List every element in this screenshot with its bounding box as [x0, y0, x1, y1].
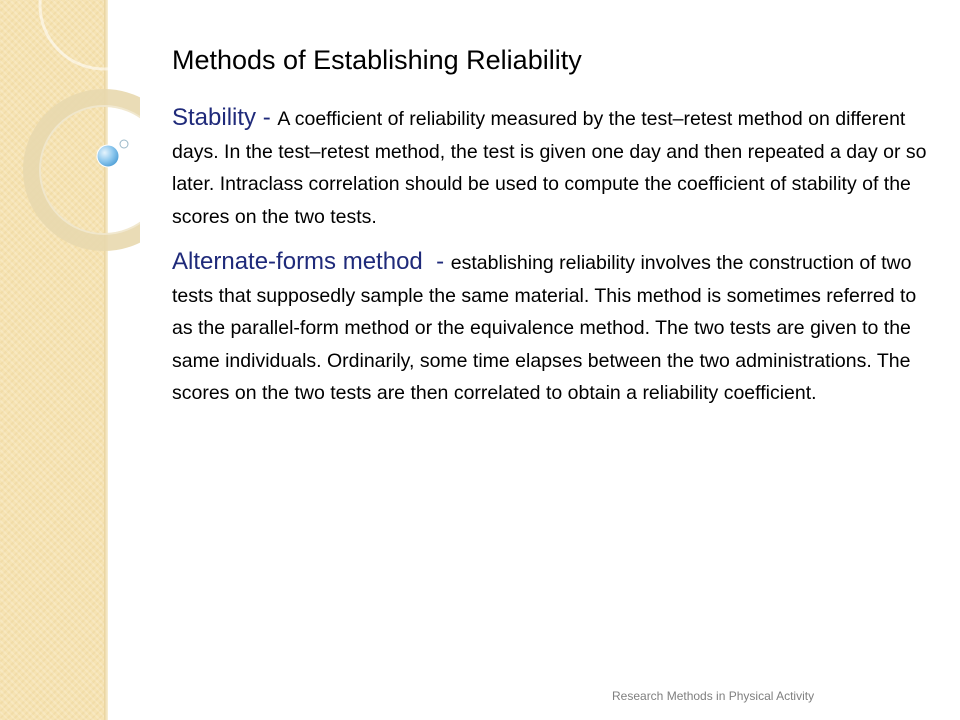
alternate-forms-separator: -: [422, 248, 451, 275]
stability-paragraph: [172, 102, 932, 233]
blue-bubble-icon: [97, 145, 119, 167]
decorative-rings: [0, 0, 140, 260]
slide-content: [172, 40, 932, 423]
slide-title: Methods of Establishing Reliability: [172, 45, 582, 75]
alternate-forms-term: Alternate-forms method: [172, 248, 423, 275]
stability-separator: -: [256, 104, 278, 131]
stability-text: A coefficient of reliability measured by the test–retest method on different days. In the test–retest method, the test is given one day and then repeated a day or so later. Intraclass correlation should be used to compute the coefficient of stability of the scores on the two tests.: [172, 108, 927, 228]
stability-term: Stability: [172, 104, 257, 131]
decorative-ring-large: [32, 98, 140, 242]
small-bubble-icon: [120, 140, 128, 148]
alternate-forms-text: establishing reliability involves the construction of two tests that supposedly sample the same material. This method is sometimes referred to as the parallel-form method or the equivalence method. The two tests are given to the same individuals. Ordinarily, some time elapses between the two administrations. The scores on the two tests are then correlated to obtain a reliability coefficient.: [172, 252, 917, 404]
slide-footer: Research Methods in Physical Activity: [612, 689, 815, 703]
decorative-ring-top: [40, 0, 140, 69]
alternate-forms-paragraph: [172, 246, 932, 410]
